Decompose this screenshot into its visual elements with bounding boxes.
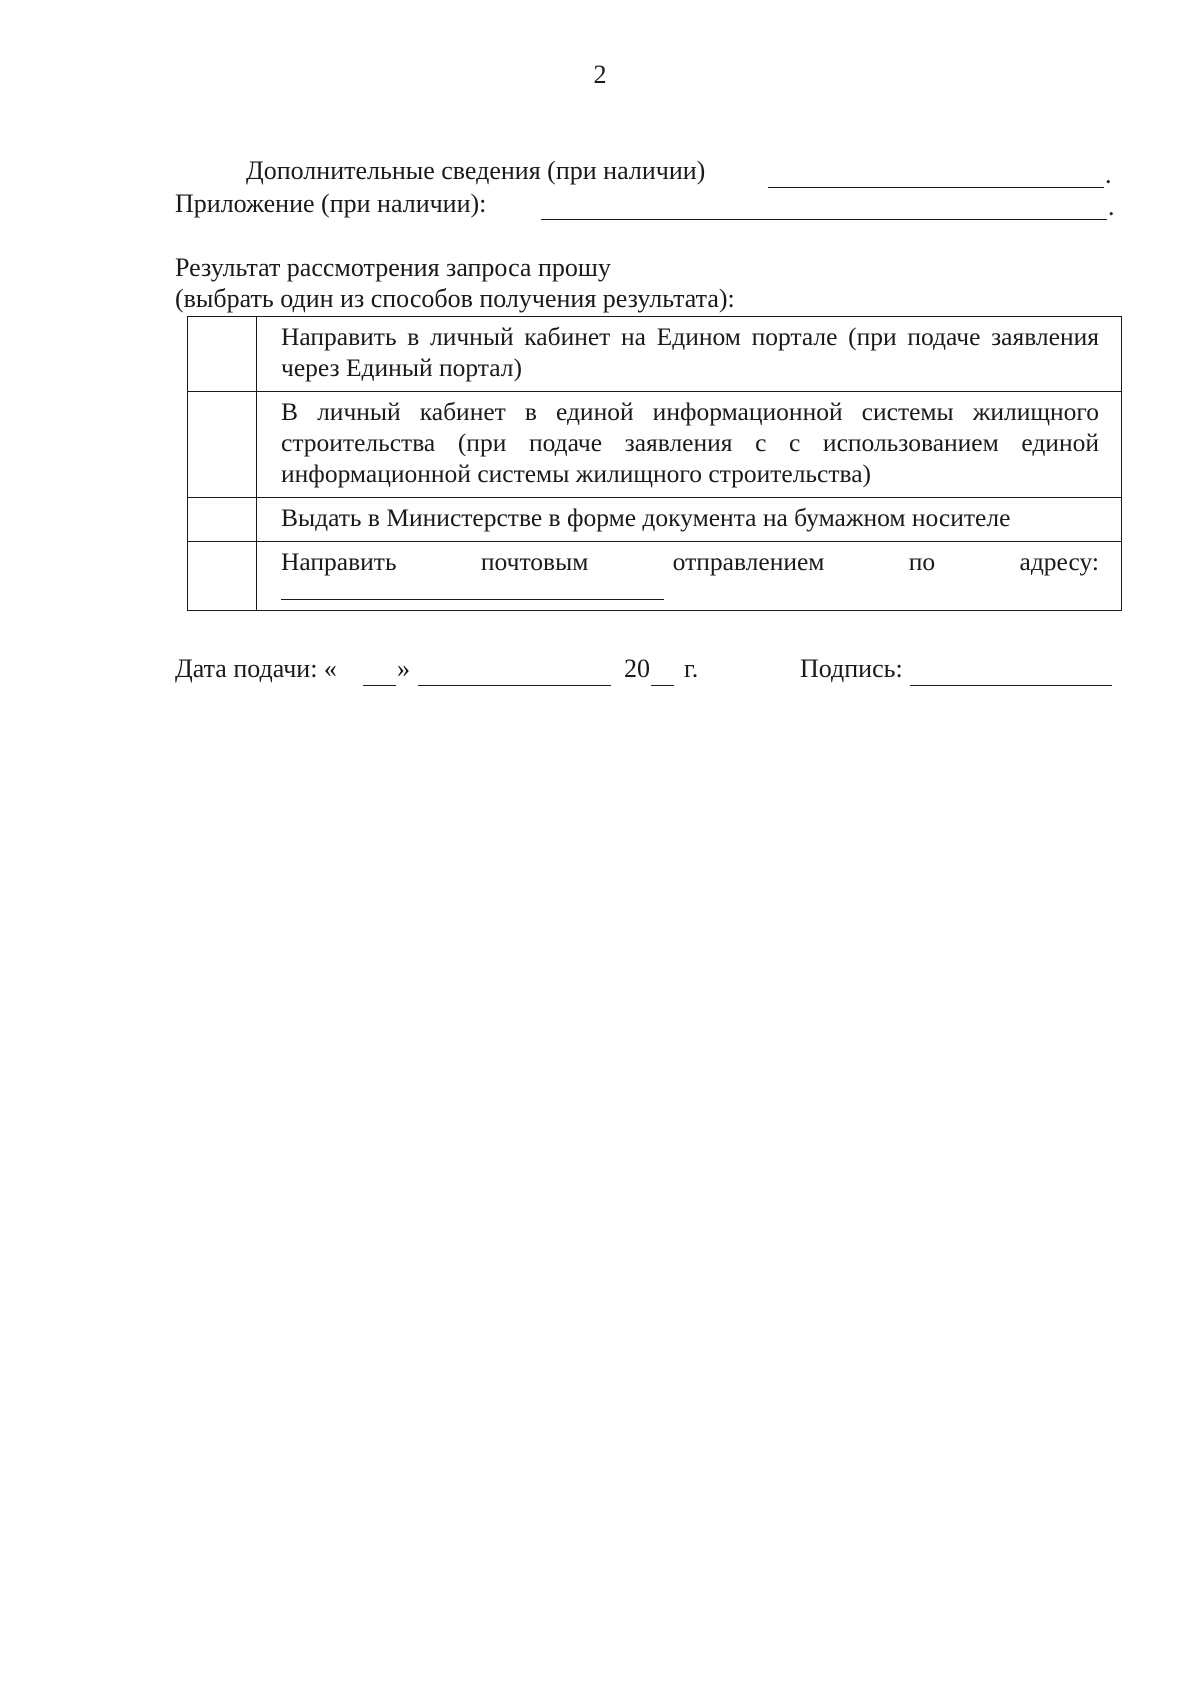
option-checkbox-ministry[interactable] bbox=[188, 498, 257, 542]
option-checkbox-postal[interactable] bbox=[188, 542, 257, 611]
submission-year-prefix: 20 bbox=[624, 654, 650, 683]
option-row-ministry bbox=[188, 498, 1122, 542]
postal-address-field[interactable] bbox=[281, 577, 664, 600]
attachment-period: . bbox=[1108, 192, 1115, 221]
result-request-heading: Результат рассмотрения запроса прошу bbox=[175, 253, 611, 282]
signature-field[interactable] bbox=[910, 685, 1112, 686]
option-text-postal bbox=[257, 542, 1122, 611]
submission-year-field[interactable] bbox=[651, 685, 674, 686]
option-row-eisgs bbox=[188, 392, 1122, 498]
attachment-label: Приложение (при наличии): bbox=[175, 189, 487, 218]
submission-date-label: Дата подачи: « bbox=[175, 654, 337, 683]
result-request-instruction: (выбрать один из способов получения результата): bbox=[175, 284, 735, 313]
postal-word-3: отправлением bbox=[672, 547, 825, 576]
additional-info-field[interactable] bbox=[768, 187, 1104, 188]
option-row-postal bbox=[188, 542, 1122, 611]
submission-year-suffix: г. bbox=[684, 654, 699, 683]
additional-info-label: Дополнительные сведения (при наличии) bbox=[246, 156, 706, 185]
option-checkbox-eisgs[interactable] bbox=[188, 392, 257, 498]
submission-date-close-quote: » bbox=[397, 654, 410, 683]
postal-word-5: адресу: bbox=[1019, 547, 1099, 576]
option-text-eisgs: В личный кабинет в единой информационной системы жилищного строительства (при подаче заявления с с использованием единой информационной системы жилищного строительства) bbox=[257, 392, 1122, 498]
submission-day-field[interactable] bbox=[363, 685, 396, 686]
option-text-portal: Направить в личный кабинет на Едином портале (при подаче заявления через Единый портал) bbox=[257, 317, 1122, 392]
result-options-table bbox=[187, 316, 1122, 611]
signature-label: Подпись: bbox=[800, 654, 903, 683]
postal-word-4: по bbox=[908, 547, 936, 576]
attachment-field[interactable] bbox=[541, 219, 1107, 220]
additional-info-period: . bbox=[1105, 160, 1112, 189]
page-number: 2 bbox=[593, 60, 607, 89]
option-checkbox-portal[interactable] bbox=[188, 317, 257, 392]
postal-option-text bbox=[281, 546, 1099, 577]
option-row-portal bbox=[188, 317, 1122, 392]
postal-word-1: Направить bbox=[281, 547, 397, 576]
option-text-ministry: Выдать в Министерстве в форме документа на бумажном носителе bbox=[257, 498, 1122, 542]
submission-month-field[interactable] bbox=[418, 685, 611, 686]
postal-word-2: почтовым bbox=[480, 547, 589, 576]
